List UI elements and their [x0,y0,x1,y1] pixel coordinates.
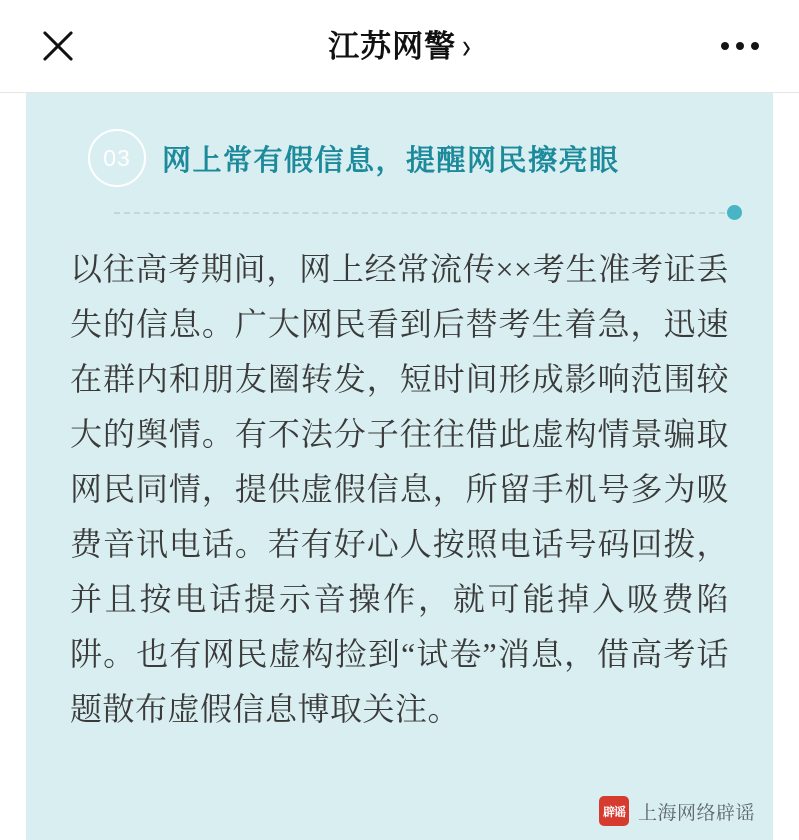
more-options-icon[interactable] [717,32,763,60]
more-dot [736,42,744,50]
divider-dot [727,205,742,220]
account-name-label: 上海网络辟谣 [637,802,755,824]
more-dot [751,42,759,50]
avatar: 辟谣 [599,796,629,826]
account-attribution[interactable] [599,796,755,826]
nav-title-container [0,0,799,92]
more-dot [721,42,729,50]
article-card [26,93,773,840]
close-icon[interactable] [36,24,80,68]
section-number-badge: 03 [88,129,146,187]
dashed-line [114,212,725,214]
chevron-right-icon: › [462,25,471,67]
article-body-text: 以往高考期间，网上经常流传××考生准考证丢失的信息。广大网民看到后替考生着急，迅速在群内和朋友圈转发，短时间形成影响范围较大的舆情。有不法分子往往借此虚构情景骗取网民同情，提供虚假信息，所留手机号多为吸费音讯电话。若有好心人按照电话号码回拨，并且按电话提示音操作，就可能掉入吸费陷阱。也有网民虚构捡到“试卷”消息，借高考话题散布虚假信息博取关注。 [70,251,729,728]
top-navigation-bar [0,0,799,92]
section-heading [26,93,773,187]
page-title: 江苏网警 [328,28,457,64]
heading-divider [114,205,742,220]
section-title: 网上常有假信息，提醒网民擦亮眼 [162,144,620,177]
account-title-link[interactable] [328,25,471,67]
